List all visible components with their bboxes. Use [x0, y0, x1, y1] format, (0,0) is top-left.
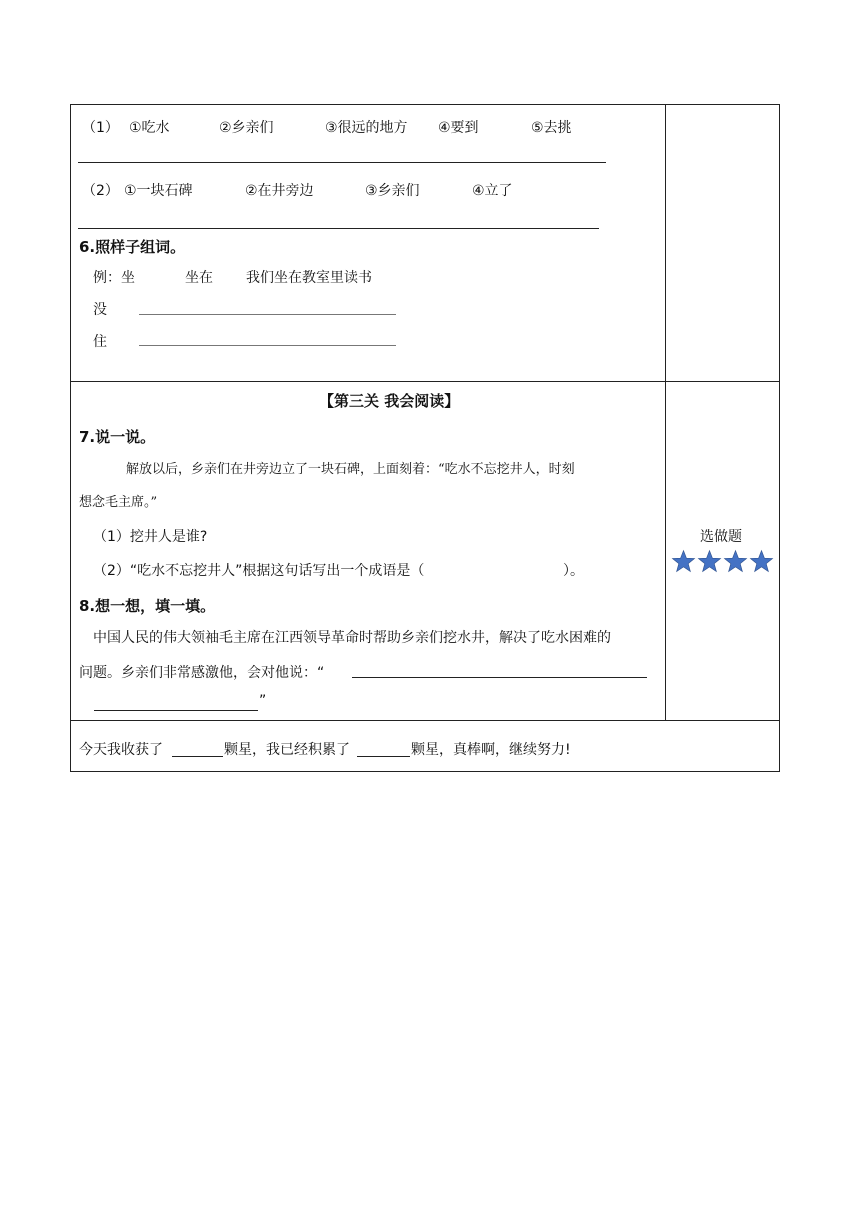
footer-blank-1[interactable] [172, 756, 223, 757]
question-1-option-1: ①吃水 [129, 120, 170, 136]
question-2-number: （2） [82, 183, 119, 199]
star-icon [671, 549, 696, 574]
question-1-number: （1） [82, 120, 119, 136]
question-1-option-3: ③很远的地方 [325, 120, 408, 136]
question-1-option-4: ④要到 [438, 120, 479, 136]
question-8-line-1: 中国人民的伟大领袖毛主席在江西领导革命时帮助乡亲们挖水井，解决了吃水困难的 [93, 630, 611, 646]
table-column-divider [665, 104, 666, 720]
question-6-answer-line-1[interactable] [139, 314, 396, 315]
question-2-option-3: ③乡亲们 [365, 183, 420, 199]
table-border-left [70, 104, 71, 771]
question-2-option-4: ④立了 [472, 183, 513, 199]
table-row-divider-1 [70, 381, 780, 382]
question-6-title: 6.照样子组词。 [79, 238, 186, 256]
question-8-answer-line-1[interactable] [352, 677, 647, 678]
star-icon [749, 549, 774, 574]
question-6-example-word: 坐在 [185, 270, 213, 286]
question-2-option-1: ①一块石碑 [124, 183, 193, 199]
question-1-answer-line[interactable] [78, 162, 606, 163]
section-3-header: 【第三关 我会阅读】 [319, 392, 460, 410]
footer-blank-2[interactable] [357, 756, 410, 757]
question-8-close-quote: ” [259, 693, 267, 709]
question-1-option-2: ②乡亲们 [219, 120, 274, 136]
question-7-passage-line-1: 解放以后，乡亲们在井旁边立了一块石碑，上面刻着：“吃水不忘挖井人，时刻 [126, 462, 575, 477]
question-6-word-1: 没 [93, 302, 107, 318]
question-6-example-label: 例：坐 [93, 270, 135, 286]
question-7-sub-1: （1）挖井人是谁? [93, 529, 208, 545]
question-6-example-sentence: 我们坐在教室里读书 [246, 270, 372, 286]
star-icon [723, 549, 748, 574]
question-8-title: 8.想一想，填一填。 [79, 597, 216, 615]
star-icon [697, 549, 722, 574]
question-7-passage-line-2: 想念毛主席。” [79, 495, 158, 510]
question-8-answer-line-2[interactable] [94, 710, 258, 711]
footer-text-3: 颗星，真棒啊，继续努力! [411, 742, 571, 758]
optional-question-label: 选做题 [700, 529, 742, 545]
footer-text-2: 颗星，我已经积累了 [224, 742, 350, 758]
footer-text-1: 今天我收获了 [79, 742, 163, 758]
question-1-option-5: ⑤去挑 [531, 120, 572, 136]
question-2-answer-line[interactable] [78, 228, 599, 229]
question-7-sub-2-end: ）。 [563, 563, 584, 579]
question-2-option-2: ②在井旁边 [245, 183, 314, 199]
table-border-bottom [70, 771, 780, 772]
question-6-word-2: 住 [93, 334, 107, 350]
question-7-title: 7.说一说。 [79, 428, 156, 446]
table-border-top [70, 104, 780, 105]
table-border-right [779, 104, 780, 771]
question-8-line-2: 问题。乡亲们非常感激他，会对他说：“ [79, 665, 325, 681]
question-6-answer-line-2[interactable] [139, 345, 396, 346]
question-7-sub-2-start: （2）“吃水不忘挖井人”根据这句话写出一个成语是（ [93, 563, 425, 579]
table-row-divider-2 [70, 720, 780, 721]
